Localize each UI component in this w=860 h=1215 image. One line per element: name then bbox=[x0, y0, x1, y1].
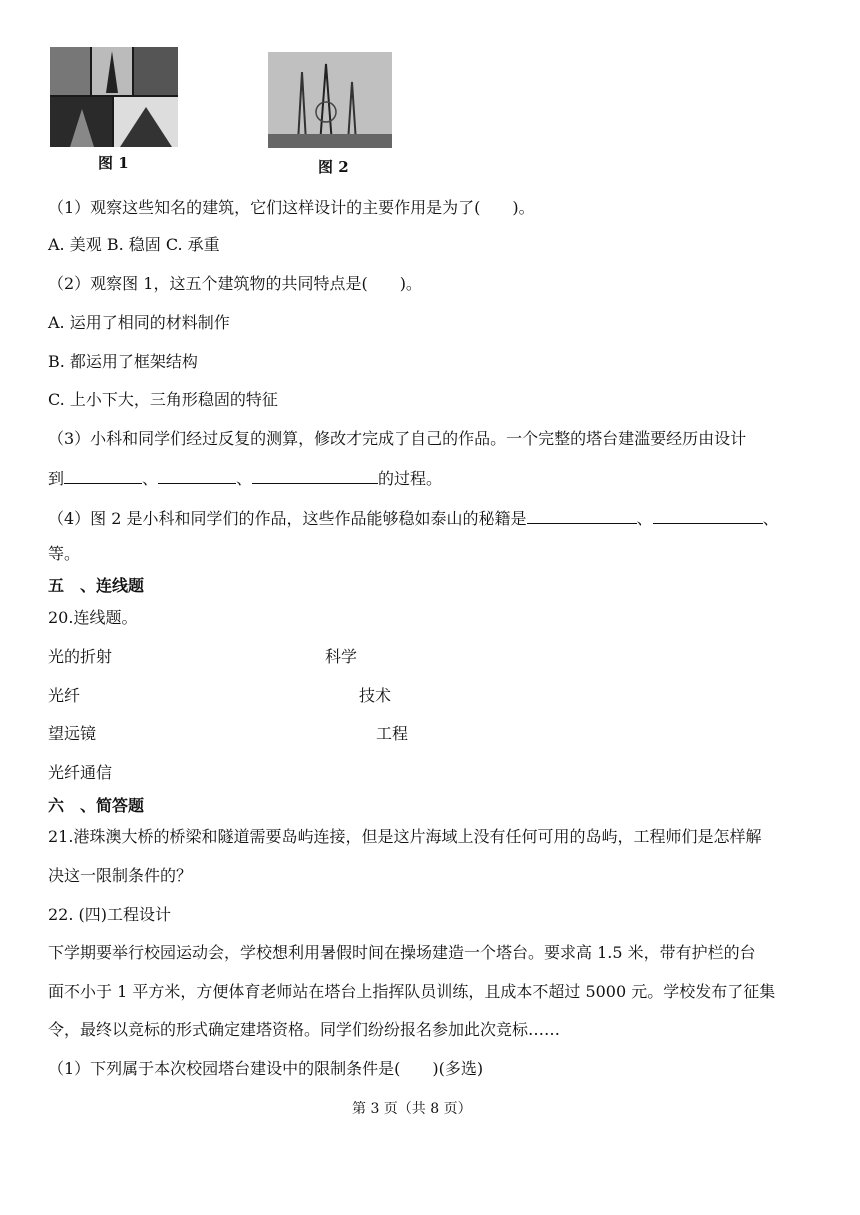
page-footer: 第 3 页（共 8 页） bbox=[352, 1101, 472, 1117]
q19-part1: （1）观察这些知名的建筑，它们这样设计的主要作用是为了( )。 bbox=[48, 198, 535, 217]
q19-part4-line1 bbox=[48, 507, 779, 529]
answer-blank[interactable] bbox=[252, 467, 378, 484]
q19-part3-line2 bbox=[48, 467, 442, 489]
match-right-item[interactable]: 技术 bbox=[359, 686, 392, 705]
q19-part3-line1: （3）小科和同学们经过反复的测算，修改才完成了自己的作品。一个完整的塔台建滥要经历由设计 bbox=[48, 429, 747, 448]
match-right-item[interactable]: 工程 bbox=[376, 724, 409, 743]
separator: 、 bbox=[636, 509, 653, 528]
match-left-item[interactable]: 光纤通信 bbox=[48, 763, 113, 782]
q20-title: 20.连线题。 bbox=[48, 608, 138, 627]
q22-line1: 下学期要举行校园运动会，学校想利用暑假时间在操场建造一个塔台。要求高 1.5 米，带有护栏的台 bbox=[48, 943, 756, 962]
q19-part2-option-c: C. 上小下大，三角形稳固的特征 bbox=[48, 390, 278, 409]
q19-part3-lead: 到 bbox=[48, 469, 65, 488]
separator: 、 bbox=[762, 509, 779, 528]
q22-line2: 面不小于 1 平方米，方便体育老师站在塔台上指挥队员训练，且成本不超过 5000 元。学校发布了征集 bbox=[48, 982, 776, 1001]
q19-part3-end: 的过程。 bbox=[378, 469, 443, 488]
q21-line1: 21.港珠澳大桥的桥梁和隧道需要岛屿连接，但是这片海域上没有任何可用的岛屿，工程师们是怎样解 bbox=[48, 827, 762, 846]
section-6-title: 六 、简答题 bbox=[48, 796, 145, 815]
answer-blank[interactable] bbox=[64, 467, 142, 484]
separator: 、 bbox=[236, 469, 253, 488]
answer-blank[interactable] bbox=[527, 507, 637, 524]
q19-part2-option-a: A. 运用了相同的材料制作 bbox=[48, 313, 230, 332]
figure-1-caption: 图 1 bbox=[98, 154, 129, 172]
q22-title: 22. (四)工程设计 bbox=[48, 905, 172, 924]
answer-blank[interactable] bbox=[158, 467, 236, 484]
figure-1-image bbox=[50, 47, 178, 147]
q19-part4-lead: （4）图 2 是小科和同学们的作品，这些作品能够稳如泰山的秘籍是 bbox=[48, 509, 527, 528]
match-left-item[interactable]: 光的折射 bbox=[48, 647, 113, 666]
figure-2-image bbox=[268, 52, 392, 148]
figure-2-caption: 图 2 bbox=[318, 158, 349, 176]
q22-part1: （1）下列属于本次校园塔台建设中的限制条件是( )(多选) bbox=[48, 1059, 484, 1078]
q19-part1-options: A. 美观 B. 稳固 C. 承重 bbox=[48, 235, 220, 254]
q22-line3: 令，最终以竞标的形式确定建塔资格。同学们纷纷报名参加此次竞标…… bbox=[48, 1020, 561, 1039]
q19-part4-line2: 等。 bbox=[48, 544, 81, 563]
separator: 、 bbox=[142, 469, 159, 488]
answer-blank[interactable] bbox=[653, 507, 763, 524]
q19-part2-option-b: B. 都运用了框架结构 bbox=[48, 352, 198, 371]
match-left-item[interactable]: 望远镜 bbox=[48, 724, 97, 743]
match-left-item[interactable]: 光纤 bbox=[48, 686, 81, 705]
figure-2-photo bbox=[268, 52, 392, 148]
q19-part2: （2）观察图 1，这五个建筑物的共同特点是( )。 bbox=[48, 274, 422, 293]
section-5-title: 五 、连线题 bbox=[48, 576, 145, 595]
match-right-item[interactable]: 科学 bbox=[325, 647, 358, 666]
q21-line2: 决这一限制条件的？ bbox=[48, 866, 193, 885]
figure-1-collage bbox=[50, 47, 178, 147]
